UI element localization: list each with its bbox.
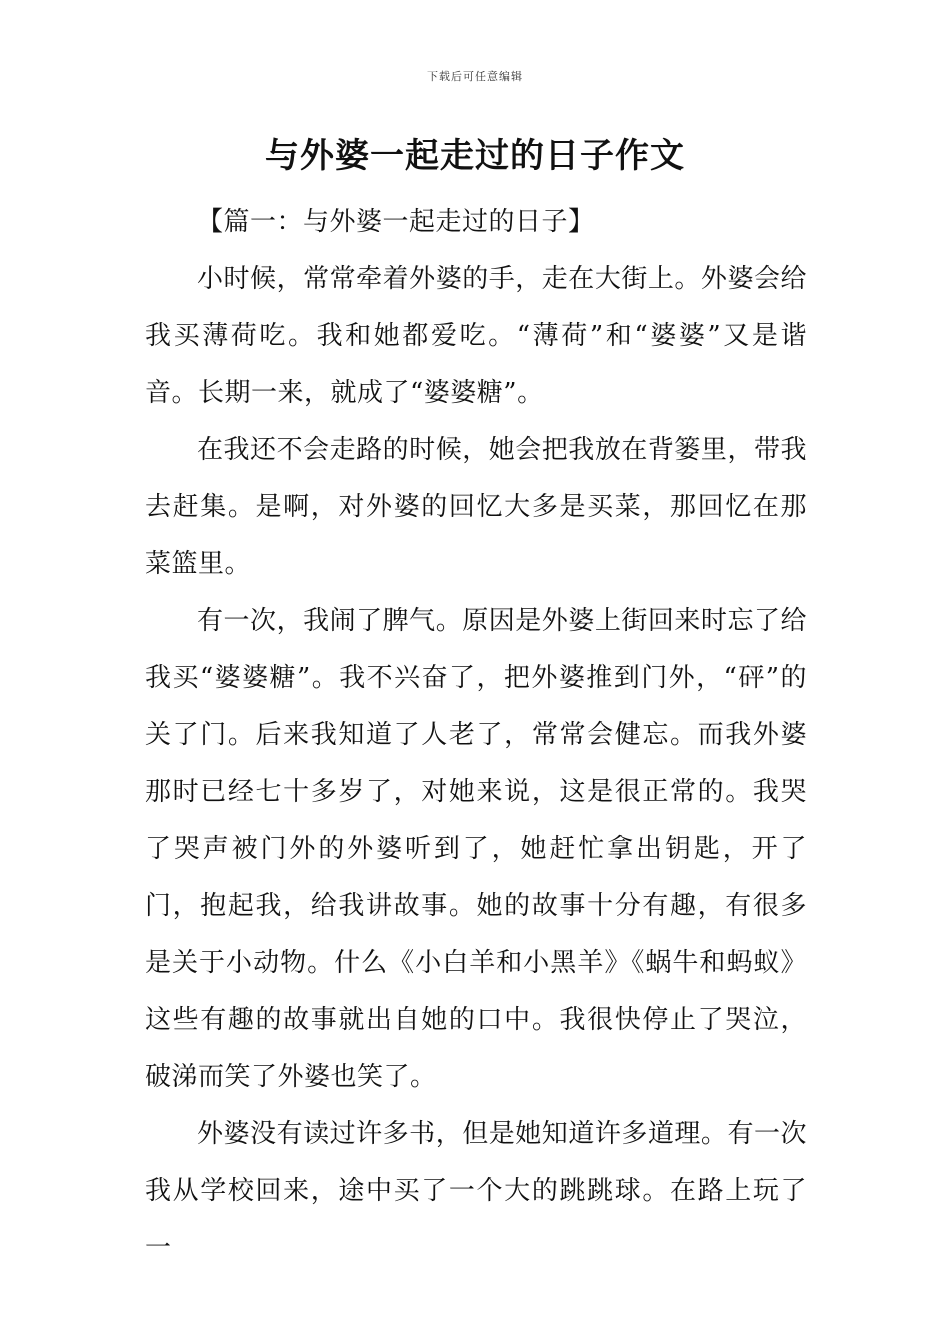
paragraph: 小时候，常常牵着外婆的手，走在大街上。外婆会给我买薄荷吃。我和她都爱吃。“薄荷”和“婆婆”又是谐音。长期一来，就成了“婆婆糖”。 (145, 264, 807, 408)
section-heading: 【篇一：与外婆一起走过的日子】 (197, 207, 595, 237)
paragraph: 外婆没有读过许多书，但是她知道许多道理。有一次我从学校回来，途中买了一个大的跳跳球。在路上玩了一 (145, 1119, 807, 1263)
document-body (145, 194, 807, 1277)
paragraph: 有一次，我闹了脾气。原因是外婆上街回来时忘了给我买“婆婆糖”。我不兴奋了，把外婆推到门外，“砰”的关了门。后来我知道了人老了，常常会健忘。而我外婆那时已经七十多岁了，对她来说，这是很正常的。我哭了哭声被门外的外婆听到了，她赶忙拿出钥匙，开了门，抱起我，给我讲故事。她的故事十分有趣，有很多是关于小动物。什么《小白羊和小黑羊》《蜗牛和蚂蚁》这些有趣的故事就出自她的口中。我很快停止了哭泣，破涕而笑了外婆也笑了。 (145, 606, 807, 1092)
document-title: 与外婆一起走过的日子作文 (265, 136, 685, 176)
header-note: 下载后可任意编辑 (427, 70, 523, 83)
paragraph: 在我还不会走路的时候，她会把我放在背篓里，带我去赶集。是啊，对外婆的回忆大多是买菜，那回忆在那菜篮里。 (145, 435, 807, 579)
